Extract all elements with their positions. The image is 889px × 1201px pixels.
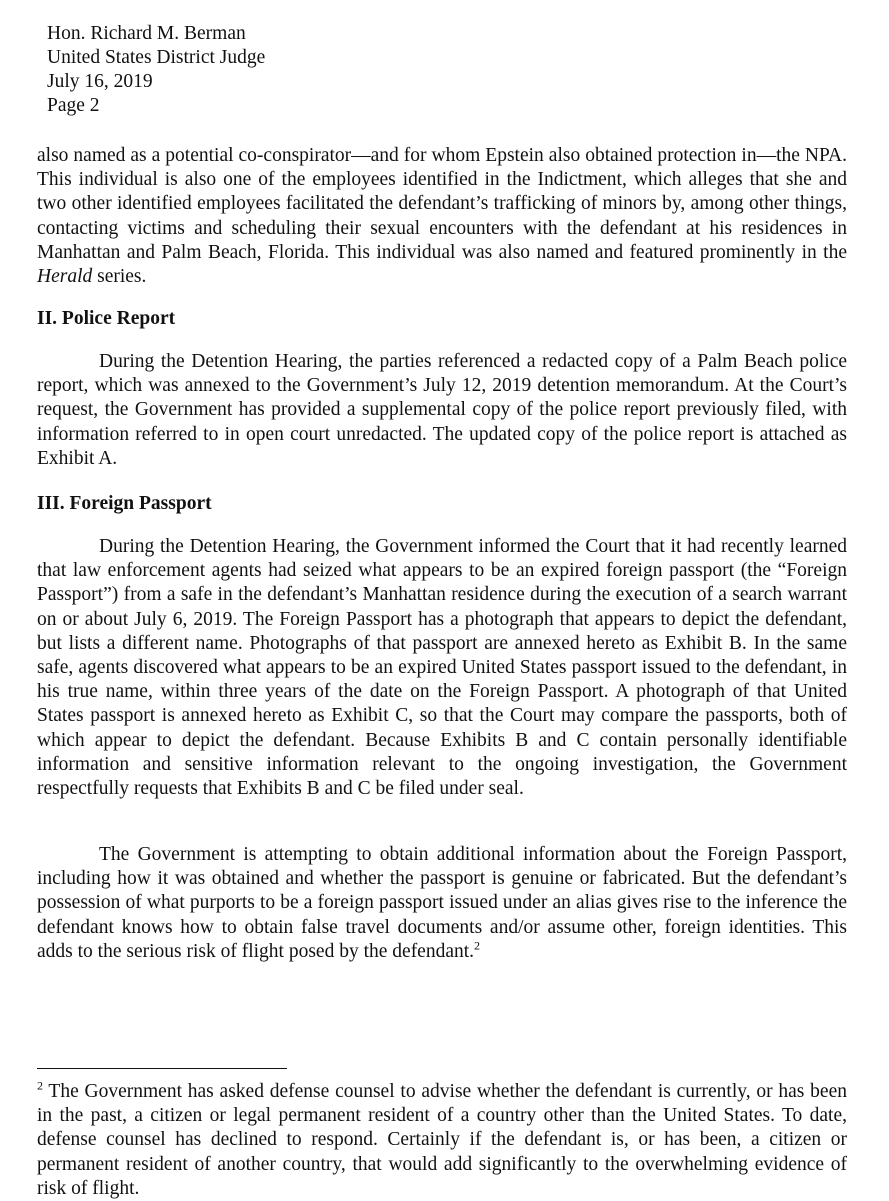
- foreign-passport-paragraph-2: [37, 843, 847, 964]
- letter-header: [47, 22, 265, 118]
- police-report-paragraph: During the Detention Hearing, the parties referenced a redacted copy of a Palm Beach police report, which was annexed to the Government’s July 12, 2019 detention memorandum. At the Court’s request, the Government has provided a supplemental copy of the police report previously filed, with information referred to in open court unredacted. The updated copy of the police report is attached as Exhibit A.: [37, 351, 847, 469]
- herald-italic: Herald: [37, 266, 93, 288]
- continuation-text-b: series.: [92, 266, 147, 288]
- section-heading-foreign-passport: III. Foreign Passport: [37, 493, 212, 514]
- footnote-marker: 2: [37, 1078, 43, 1093]
- foreign-passport-paragraph-2-text: The Government is attempting to obtain additional information about the Foreign Passport, including how it was obtained and whether the passport is genuine or fabricated. But the defendant’s possession of what purports to be a foreign passport issued under an alias gives rise to the inference the defendant knows how to obtain false travel documents and/or assume other, foreign identities. This adds to the serious risk of flight posed by the defendant.: [37, 844, 847, 962]
- section-heading-police-report: II. Police Report: [37, 308, 176, 329]
- header-date: July 16, 2019: [47, 71, 153, 92]
- continuation-paragraph: [37, 144, 847, 289]
- footnote: [37, 1080, 847, 1201]
- continuation-text-a: also named as a potential co-conspirator—and for whom Epstein also obtained protection in—the NPA. This individual is also one of the employees identified in the Indictment, which alleges that she and two other identified employees facilitated the defendant’s trafficking of minors by, among other things, contacting victims and scheduling their sexual encounters with the defendant at his residences in Manhattan and Palm Beach, Florida. This individual was also named and featured prominently in the: [37, 145, 847, 263]
- header-title: United States District Judge: [47, 47, 266, 68]
- foreign-passport-paragraph-1: During the Detention Hearing, the Government informed the Court that it had recently learned that law enforcement agents had seized what appears to be an expired foreign passport (the “Foreign Passport”) from a safe in the defendant’s Manhattan residence during the execution of a search warrant on or about July 6, 2019. The Foreign Passport has a photograph that appears to depict the defendant, but lists a different name. Photographs of that passport are annexed hereto as Exhibit B. In the same safe, agents discovered what appears to be an expired United States passport issued to the defendant, in his true name, within three years of the date on the Foreign Passport. A photograph of that United States passport is annexed hereto as Exhibit C, so that the Court may compare the passports, both of which appear to depict the defendant. Because Exhibits B and C contain personally identifiable information and sensitive information relevant to the ongoing investigation, the Government respectfully requests that Exhibits B and C be filed under seal.: [37, 536, 847, 800]
- header-recipient: Hon. Richard M. Berman: [47, 23, 246, 44]
- header-page-number: Page 2: [47, 95, 100, 116]
- footnote-divider: [37, 1068, 287, 1069]
- footnote-reference: 2: [474, 938, 481, 953]
- footnote-text: The Government has asked defense counsel to advise whether the defendant is currently, or has been in the past, a citizen or legal permanent resident of a country other than the United States. To date, defense counsel has declined to respond. Certainly if the defendant is, or has been, a citizen or permanent resident of another country, that would add significantly to the overwhelming evidence of risk of flight.: [37, 1081, 847, 1199]
